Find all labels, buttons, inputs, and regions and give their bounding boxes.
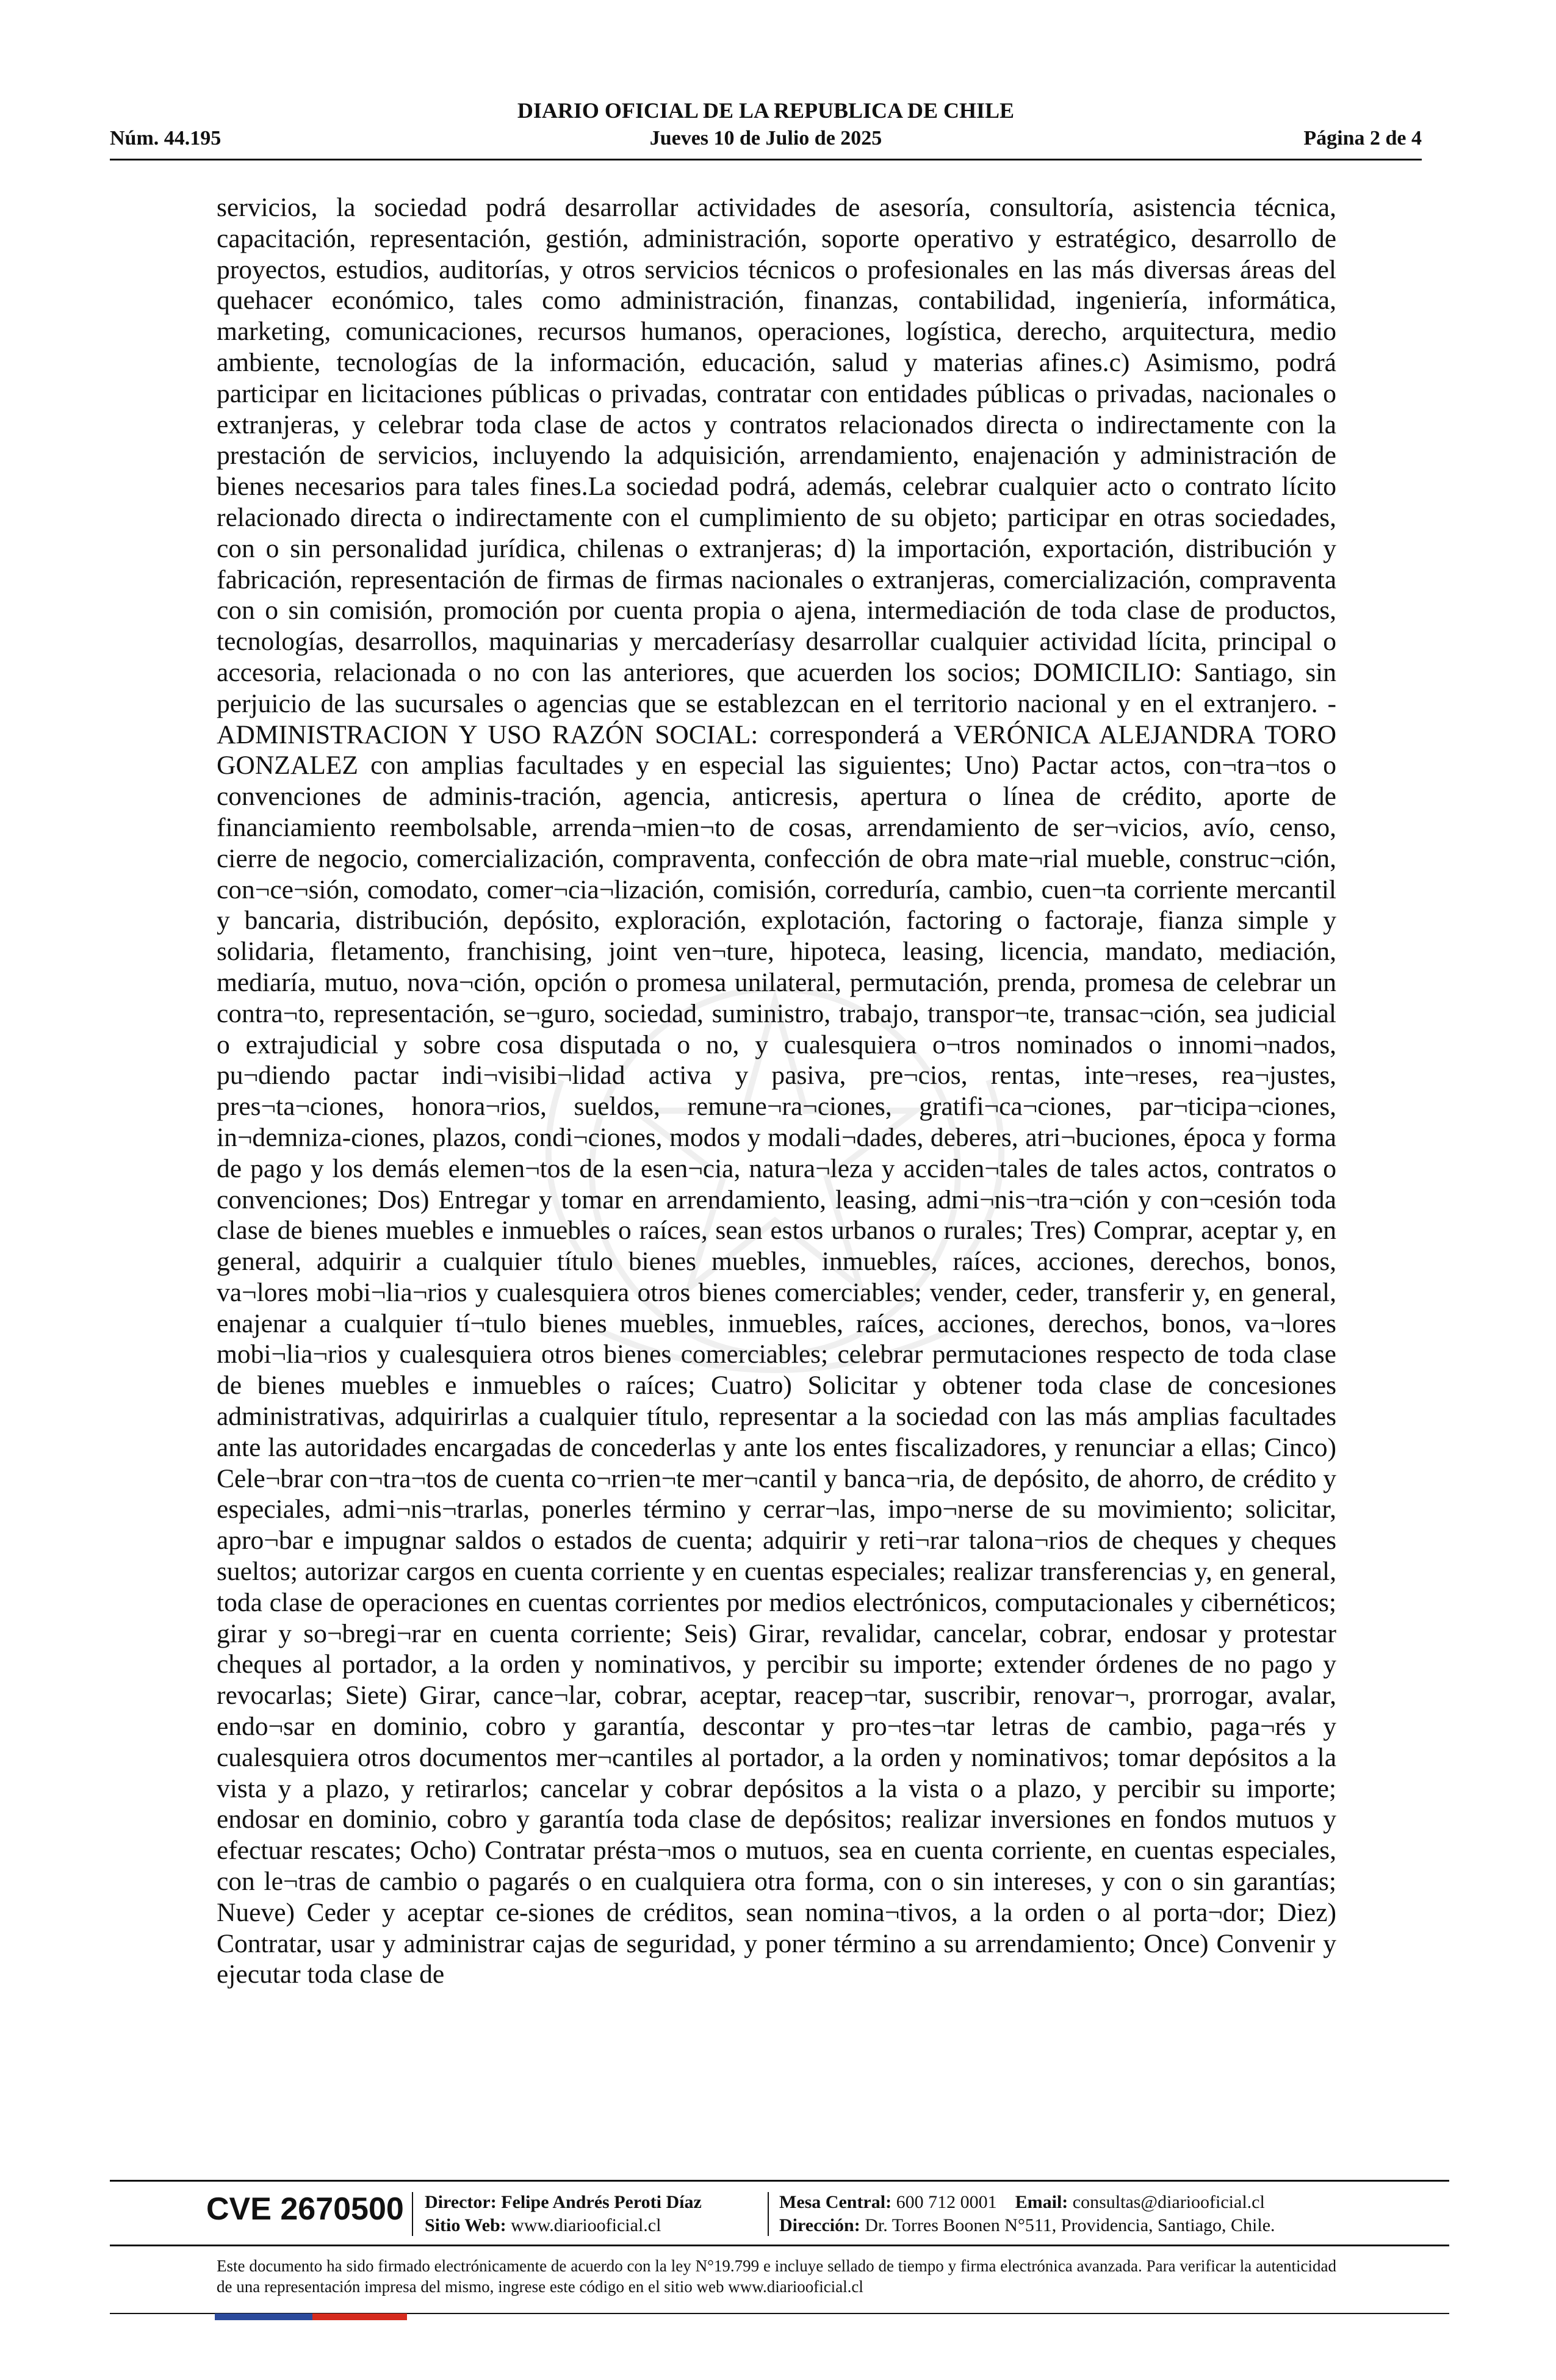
issue-date: Jueves 10 de Julio de 2025 xyxy=(649,127,882,150)
flag-red-stripe xyxy=(312,2313,407,2320)
body-text: servicios, la sociedad podrá desarrollar actividades de asesoría, consultoría, asistencia técnica, capacitación, representación, gestión, administración, soporte operativo y estratégico, desarrollo de proyectos, estudios, auditorías, y otros servicios técnicos o profesionales en las más diversas áreas del quehacer económico, tales como administración, finanzas, contabilidad, ingeniería, informática, marketing, comunicaciones, recursos humanos, operaciones, logística, derecho, arquitectura, medio ambiente, tecnologías de la información, educación, salud y materias afines.c) Asimismo, podrá participar en licitaciones públicas o privadas, contratar con entidades públicas o privadas, nacionales o extranjeras, y celebrar toda clase de actos y contratos relacionados directa o indirectamente con la prestación de servicios, incluyendo la adquisición, arrendamiento, enajenación y administración de bienes necesarios para tales fines.La sociedad podrá, además, celebrar cualquier acto o contrato lícito relacionado directa o indirectamente con el cumplimiento de su objeto; participar en otras sociedades, con o sin personalidad jurídica, chilenas o extranjeras; d) la importación, exportación, distribución y fabricación, representación de firmas de firmas nacionales o extranjeras, comercialización, compraventa con o sin comisión, promoción por cuenta propia o ajena, intermediación de toda clase de productos, tecnologías, desarrollos, maquinarias y mercaderíasy desarrollar cualquier actividad lícita, principal o accesoria, relacionada o no con las anteriores, que acuerden los socios; DOMICILIO: Santiago, sin perjuicio de las sucursales o agencias que se establezcan en el territorio nacional y en el extranjero. - ADMINISTRACION Y USO RAZÓN SOCIAL: corresponderá a VERÓNICA ALEJANDRA TORO GONZALEZ con amplias facultades y en especial las siguientes; Uno) Pactar actos, con¬tra¬tos o convenciones de adminis-tración, agencia, anticresis, apertura o línea de crédito, aporte de financiamiento reembolsable, arrenda¬mien¬to de cosas, arrendamiento de ser¬vicios, avío, censo, cierre de negocio, comercialización, compraventa, confección de obra mate¬rial mueble, construc¬ción, con¬ce¬sión, comodato, comer¬cia¬lización, comisión, correduría, cambio, cuen¬ta corriente mercantil y bancaria, distribución, depósito, exploración, explotación, factoring o factoraje, fianza simple y solidaria, fletamento, franchising, joint ven¬ture, hipoteca, leasing, licencia, mandato, mediación, mediaría, mutuo, nova¬ción, opción o promesa unilateral, permutación, prenda, promesa de celebrar un contra¬to, representación, se¬guro, sociedad, suministro, trabajo, transpor¬te, transac¬ción, sea judicial o extrajudicial y sobre cosa disputada o no, y cualesquiera o¬tros nominados o innomi¬nados, pu¬diendo pactar indi¬visibi¬lidad activa y pasiva, pre¬cios, rentas, inte¬reses, rea¬justes, pres¬ta¬ciones, honora¬rios, sueldos, remune¬ra¬ciones, gratifi¬ca¬ciones, par¬ticipa¬ciones, in¬demniza-ciones, plazos, condi¬ciones, modos y modali¬dades, deberes, atri¬buciones, época y forma de pago y los demás elemen¬tos de la esen¬cia, natura¬leza y acciden¬tales de tales actos, contratos o convenciones; Dos) Entregar y tomar en arrendamiento, leasing, admi¬nis¬tra¬ción y con¬cesión toda clase de bienes muebles e inmuebles o raíces, sean estos urbanos o rurales; Tres) Comprar, aceptar y, en general, adquirir a cualquier título bienes muebles, inmuebles, raíces, acciones, derechos, bonos, va¬lores mobi¬lia¬rios y cualesquiera otros bienes comerciables; vender, ceder, transferir y, en general, enajenar a cualquier tí¬tulo bienes muebles, inmuebles, raíces, acciones, derechos, bonos, va¬lores mobi¬lia¬rios y cualesquiera otros bienes comerciables; celebrar permutaciones respecto de toda clase de bienes muebles e inmuebles o raíces; Cuatro) Solicitar y obtener toda clase de concesiones administrativas, adquirirlas a cualquier título, representar a la sociedad con las más amplias facultades ante las autoridades encargadas de concederlas y ante los entes fiscalizadores, y renunciar a ellas; Cinco) Cele¬brar con¬tra¬tos de cuenta co¬rrien¬te mer¬cantil y banca¬ria, de depósito, de ahorro, de crédito y especiales, admi¬nis¬trarlas, ponerles término y cerrar¬las, impo¬nerse de su movimiento; solicitar, apro¬bar e impugnar saldos o estados de cuenta; adquirir y reti¬rar talona¬rios de cheques y cheques sueltos; autorizar cargos en cuenta corriente y en cuentas especiales; realizar transferencias y, en general, toda clase de operaciones en cuentas corrientes por medios electrónicos, computacionales y cibernéticos; girar y so¬bregi¬rar en cuenta corriente; Seis) Girar, revalidar, cancelar, cobrar, endosar y protestar cheques al portador, a la orden y nominativos, y percibir su importe; extender órdenes de no pago y revocarlas; Siete) Girar, cance¬lar, cobrar, aceptar, reacep¬tar, suscribir, renovar¬, prorrogar, avalar, endo¬sar en dominio, cobro y garantía, descontar y pro¬tes¬tar letras de cambio, paga¬rés y cualesquiera otros documentos mer¬cantiles al portador, a la orden y nominativos; tomar depósitos a la vista y a plazo, y retirarlos; cancelar y cobrar depósitos a la vista o a plazo, y percibir su importe; endosar en dominio, cobro y garantía toda clase de depósitos; realizar inversiones en fondos mutuos y efectuar rescates; Ocho) Contratar présta¬mos o mutuos, sea en cuenta corriente, en cuentas especiales, con le¬tras de cambio o pagarés o en cualquiera otra forma, con o sin intereses, y con o sin garantías; Nueve) Ceder y aceptar ce-siones de créditos, sean nomina¬tivos, a la orden o al porta¬dor; Diez) Contratar, usar y administrar cajas de seguridad, y poner término a su arrendamiento; Once) Convenir y ejecutar toda clase de xyxy=(217,193,1336,1989)
footer-divider xyxy=(412,2192,413,2236)
issue-number: Núm. 44.195 xyxy=(110,127,222,150)
newspaper-title: DIARIO OFICIAL DE LA REPUBLICA DE CHILE xyxy=(517,98,1015,123)
director-label: Director: xyxy=(425,2192,497,2212)
phone-number: 600 712 0001 xyxy=(896,2192,997,2212)
page-header xyxy=(110,92,1422,160)
signature-disclaimer: Este documento ha sido firmado electrónicamente de acuerdo con la ley N°19.799 e incluye sellado de tiempo y firma electrónica avanzada. Para verificar la autenticidad de una representación impresa del mismo, ingrese este código en el sitio web www.diariooficial.cl xyxy=(217,2257,1336,2296)
address-value: Dr. Torres Boonen N°511, Providencia, Santiago, Chile. xyxy=(865,2215,1275,2235)
footer-director-block xyxy=(425,2191,702,2237)
email-label: Email: xyxy=(1015,2192,1068,2212)
website-label: Sitio Web: xyxy=(425,2215,506,2235)
footer-top-rule xyxy=(110,2180,1449,2182)
cve-code: CVE 2670500 xyxy=(206,2191,404,2227)
footer-middle-rule xyxy=(110,2245,1449,2246)
website-link[interactable]: www.diariooficial.cl xyxy=(511,2215,661,2235)
footer-contact-block xyxy=(779,2191,1275,2237)
email-link[interactable]: consultas@diariooficial.cl xyxy=(1072,2192,1265,2212)
director-name: Felipe Andrés Peroti Díaz xyxy=(501,2192,702,2212)
page-number: Página 2 de 4 xyxy=(1303,127,1422,150)
phone-label: Mesa Central: xyxy=(779,2192,892,2212)
address-label: Dirección: xyxy=(779,2215,860,2235)
footer-divider xyxy=(768,2192,769,2236)
flag-blue-stripe xyxy=(215,2313,312,2320)
